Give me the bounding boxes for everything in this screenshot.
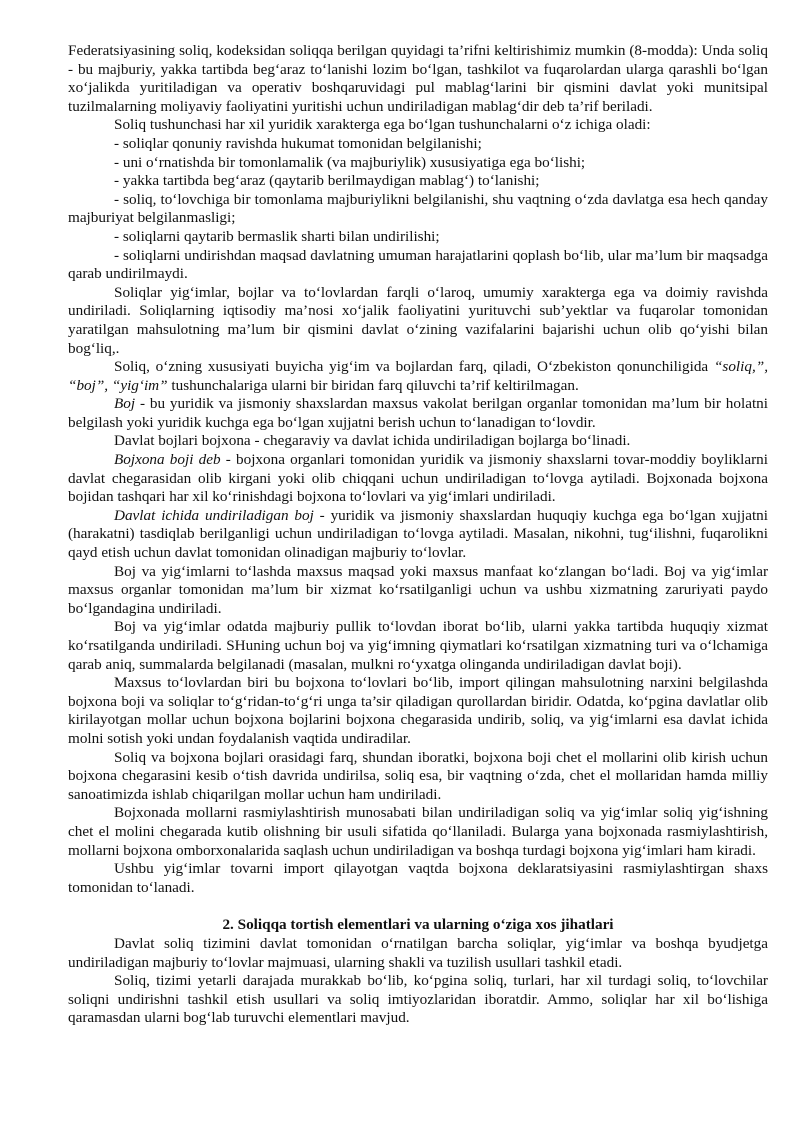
- paragraph-farq: Soliq va bojxona bojlari orasidagi farq, shundan iboratki, bojxona boji chet el mollarini olib kirish uchun bojxona chegarasini kesib o‘tish davrida undirilsa, soliq esa, bir vaqtning o‘zda, chet el mollaridan hamda milliy sanoatimizda ishlab chiqarilgan mollar uchun ham undiriladi.: [68, 748, 768, 803]
- paragraph-rasmiylashtirish: Bojxonada mollarni rasmiylashtirish munosabati bilan undiriladigan soliq va yig‘imlar soliq yig‘ishning chet el molini chegarada kutib olishning bir usuli sifatida qo‘llaniladi. Bularga yana bojxonada rasmiylashtirish, mollarni bojxona omborxonalarida saqlash uchun undiriladigan va boshqa turdagi bojxona yig‘imlari ham kiradi.: [68, 804, 768, 859]
- paragraph-maxsus-maqsad: Boj va yig‘imlarni to‘lashda maxsus maqsad yoki maxsus manfaat ko‘zlangan bo‘ladi. Boj va yig‘imlar maxsus organlar tomonidan ma’lum bir xizmat ko‘rsatilganligi uchun va ushbu xizmatning zaruriyati paydo bo‘lgandagina undiriladi.: [68, 562, 768, 617]
- text-run: - bojxona organlari tomonidan yuridik va jismoniy shaxslarni tovar-moddiy boyliklarni davlat chegarasidan olib kirgani yoki olib chiqqani uchun undiriladigan to‘lovga aytiladi. Bojxonada bojxona bojidan tashqari har xil ko‘rinishdagi bojxona to‘lovlari va yig‘imlari undiriladi.: [68, 451, 768, 506]
- list-item: - soliq, to‘lovchiga bir tomonlama majburiylikni belgilanishi, shu vaqtning o‘zda davlatga esa hech qanday majburiyat belgilanmasligi;: [68, 190, 768, 227]
- emphasis-term: Bojxona boji deb: [114, 451, 221, 469]
- list-item: - soliqlarni undirishdan maqsad davlatning umuman harajatlarini qoplash bo‘lib, ular ma’lum bir maqsadga qarab undirilmaydi.: [68, 246, 768, 283]
- paragraph-maxsus-tolovlar: Maxsus to‘lovlardan biri bu bojxona to‘lovlari bo‘lib, import qilingan mahsulotning narxini belgilashda bojxona boji va soliqlar to‘g‘ridan-to‘g‘ri unga ta’sir qiladigan qurollardan biridir. Odatda, ko‘pgina davlatlar olib kirilayotgan mollar uchun bojxona bojlarini bojxona chegarasida undirib, soliq, va yig‘imlarni esa davlat ichida molni sotish yoki undan foydalanish vaqtida undiradilar.: [68, 674, 768, 747]
- paragraph-import: Ushbu yig‘imlar tovarni import qilayotgan vaqtda bojxona deklaratsiyasini rasmiylashtirgan shaxs tomonidan to‘lanadi.: [68, 860, 768, 896]
- text-run: - yuridik va jismoniy shaxslardan huquqiy kuchga ega bo‘lgan xujjatni (harakatni) tasdiqlab berilganligi uchun undiriladigan to‘lovga aytiladi. Masalan, nikohni, tug‘ilishni, fuqarolikni qayd etish uchun davlat tomonidan olinadigan majburiy to‘lovlar.: [68, 506, 768, 562]
- paragraph-davlat-ichida: [68, 507, 768, 563]
- paragraph-xususiyati: [68, 358, 768, 395]
- text-run: Soliq, o‘zning xususiyati buyicha yig‘im va bojlardan farq, qiladi, O‘zbekiston qonunchiligida: [114, 358, 714, 376]
- paragraph-bojxona-boji: [68, 451, 768, 507]
- paragraph-boj-definition: [68, 395, 768, 432]
- text-run: - bu yuridik va jismoniy shaxslardan maxsus vakolat berilgan organlar tomonidan ma’lum bir holatni belgilash yoki yuridik kuchga ega bo‘lgan xujjatni berish uchun to‘lanadigan to‘lovdir.: [68, 395, 768, 431]
- emphasis-term: Boj: [114, 395, 136, 413]
- section-heading: 2. Soliqqa tortish elementlari va ularning o‘ziga xos jihatlari: [222, 916, 614, 934]
- emphasis-terms: “soliq,”, “boj”, “yig‘im”: [68, 358, 768, 394]
- paragraph-soliqlar: Soliqlar yig‘imlar, bojlar va to‘lovlardan farqli o‘laroq, umumiy xarakterga ega va doimiy ravishda undiriladi. Soliqlarning iqtisodiy ma’nosi xo‘jalik faoliyatini yurituvchi sub’yektlar va fuqarolar tomonidan yaratilgan mahsulotning ma’lum bir qismini davlat o‘zining vazifalarini bajarishi uchun olib qo‘yishi bilan bog‘liq,.: [68, 283, 768, 357]
- list-item: - yakka tartibda beg‘araz (qaytarib berilmaydigan mablag‘) to‘lanishi;: [114, 172, 540, 190]
- paragraph-murakkab: Soliq, tizimi yetarli darajada murakkab bo‘lib, ko‘pgina soliq, turlari, har xil turdagi soliq, to‘lovchilar soliqni undirishni tashkil etish usullari va soliq imtiyozlaridan iboratdir. Ammo, soliqlar har xil bo‘lishiga qaramasdan ularni bog‘lab turuvchi elementlari mavjud.: [68, 972, 768, 1027]
- list-item: - uni o‘rnatishda bir tomonlamalik (va majburiylik) xususiyatiga ega bo‘lishi;: [114, 153, 586, 171]
- list-item: - soliqlarni qaytarib bermaslik sharti bilan undirilishi;: [114, 227, 440, 245]
- emphasis-term: Davlat ichida undiriladigan boj: [114, 506, 314, 524]
- paragraph-intro: Federatsiyasining soliq, kodeksidan soliqqa berilgan quyidagi ta’rifni keltirishimiz mumkin (8-modda): Unda soliq - bu majburiy, yakka tartibda beg‘araz to‘lanishi lozim bo‘lgan, tashkilot va fuqarolardan ularga qarashli bo‘lgan xo‘jalikda yuritiladigan va operativ boshqaruvidagi pul mablag‘larini bir qismini davlat yoki munitsipal tuzilmalarning moliyaviy faoliyatini yuritishi uchun undiriladigan mablag‘dir deb ta’rif beriladi.: [68, 42, 768, 115]
- paragraph-pullik: Boj va yig‘imlar odatda majburiy pullik to‘lovdan iborat bo‘lib, ularni yakka tartibda huquqiy xizmat ko‘rsatilganda undiriladi. SHuning uchun boj va yig‘imning qiymatlari ko‘rsatilgan xizmatning turi va o‘lchamiga qarab aniq, summalarda belgilanadi (masalan, mulkni ro‘yxatga olinganda undiriladigan davlat boji).: [68, 618, 768, 673]
- list-item: - soliqlar qonuniy ravishda hukumat tomonidan belgilanishi;: [114, 134, 482, 152]
- text-run: tushunchalariga ularni bir biridan farq qiluvchi ta’rif keltirilmagan.: [167, 376, 579, 394]
- paragraph-soliq-tizimi: Davlat soliq tizimini davlat tomonidan o‘rnatilgan barcha soliqlar, yig‘imlar va boshqa byudjetga undiriladigan majburiy to‘lovlar majmuasi, ularning shakli va tuzilish usullari tashkil etadi.: [68, 934, 768, 971]
- paragraph-concept: Soliq tushunchasi har xil yuridik xarakterga ega bo‘lgan tushunchalarni o‘z ichiga oladi:: [114, 116, 651, 134]
- paragraph-davlat-bojlari: Davlat bojlari bojxona - chegaraviy va davlat ichida undiriladigan bojlarga bo‘linadi.: [114, 432, 631, 450]
